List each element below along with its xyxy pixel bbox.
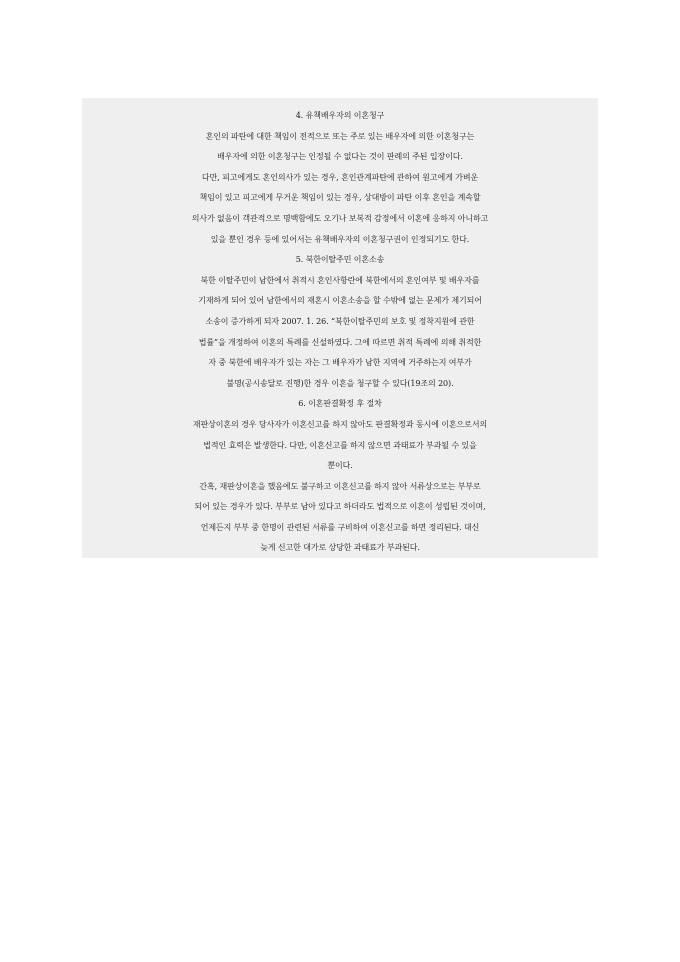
paragraph-line: 늦게 신고한 대가로 상당한 과태료가 부과된다. [260, 543, 420, 553]
paragraph-line: 법적인 효력은 발생한다. 다만, 이혼신고를 하지 않으면 과태료가 부과될 수 있을 [203, 440, 477, 450]
paragraph-line: 뿐이다. [327, 461, 353, 471]
paragraph-line: 되어 있는 경우가 있다. 부부로 남아 있다고 하더라도 법적으로 이혼이 성립된 것이며, [194, 502, 486, 512]
paragraph-line: 책임이 있고 피고에게 무거운 책임이 있는 경우, 상대방이 파탄 이후 혼인을 계속할 [199, 193, 481, 203]
paragraph-line: 북한 이탈주민이 남한에서 취적시 혼인사항란에 북한에서의 혼인여부 및 배우자를 [200, 275, 480, 285]
document-text-box [82, 98, 598, 558]
paragraph-line: 의사가 없음이 객관적으로 명백함에도 오기나 보복적 감정에서 이혼에 응하지 아니하고 [191, 213, 489, 223]
section-heading-4: 4. 유책배우자의 이혼청구 [295, 111, 385, 120]
section-heading-5: 5. 북한이탈주민 이혼소송 [295, 255, 385, 265]
paragraph-line: 소송이 증가하게 되자 2007. 1. 26. “북한이탈주민의 보호 및 정착지원에 관한 [205, 316, 475, 326]
paragraph-line: 언제든지 부부 중 한명이 관련된 서류를 구비하여 이혼신고를 하면 정리된다. 대신 [200, 522, 480, 532]
paragraph-line: 다만, 피고에게도 혼인의사가 있는 경우, 혼인관계파탄에 관하여 원고에게 가벼운 [201, 172, 479, 182]
paragraph-line: 불명(공시송달로 진행)한 경우 이혼을 청구할 수 있다(19조의 20). [226, 378, 454, 388]
paragraph-line: 있을 뿐인 경우 등에 있어서는 유책배우자의 이혼청구권이 인정되기도 한다. [210, 234, 470, 244]
paragraph-line: 간혹, 재판상이혼을 했음에도 불구하고 이혼신고를 하지 않아 서류상으로는 부부로 [199, 481, 481, 491]
paragraph-line: 법률”을 개정하여 이혼의 특례를 신설하였다. 그에 따르면 취적 특례에 의해 취적한 [198, 337, 482, 347]
paragraph-line: 배우자에 의한 이혼청구는 인정될 수 없다는 것이 판례의 주된 입장이다. [217, 152, 463, 162]
paragraph-line: 혼인의 파탄에 대한 책임이 전적으로 또는 주로 있는 배우자에 의한 이혼청구는 [205, 131, 475, 141]
paragraph-line: 자 중 북한에 배우자가 있는 자는 그 배우자가 남한 지역에 거주하는지 여부가 [208, 358, 472, 368]
paragraph-line: 재판상이혼의 경우 당사자가 이혼신고를 하지 않아도 판결확정과 동시에 이혼으로서의 [192, 419, 488, 429]
section-heading-6: 6. 이혼판결확정 후 절차 [298, 399, 382, 409]
paragraph-line: 기재하게 되어 있어 남한에서의 재혼시 이혼소송을 할 수밖에 없는 문제가 제기되어 [198, 296, 482, 306]
